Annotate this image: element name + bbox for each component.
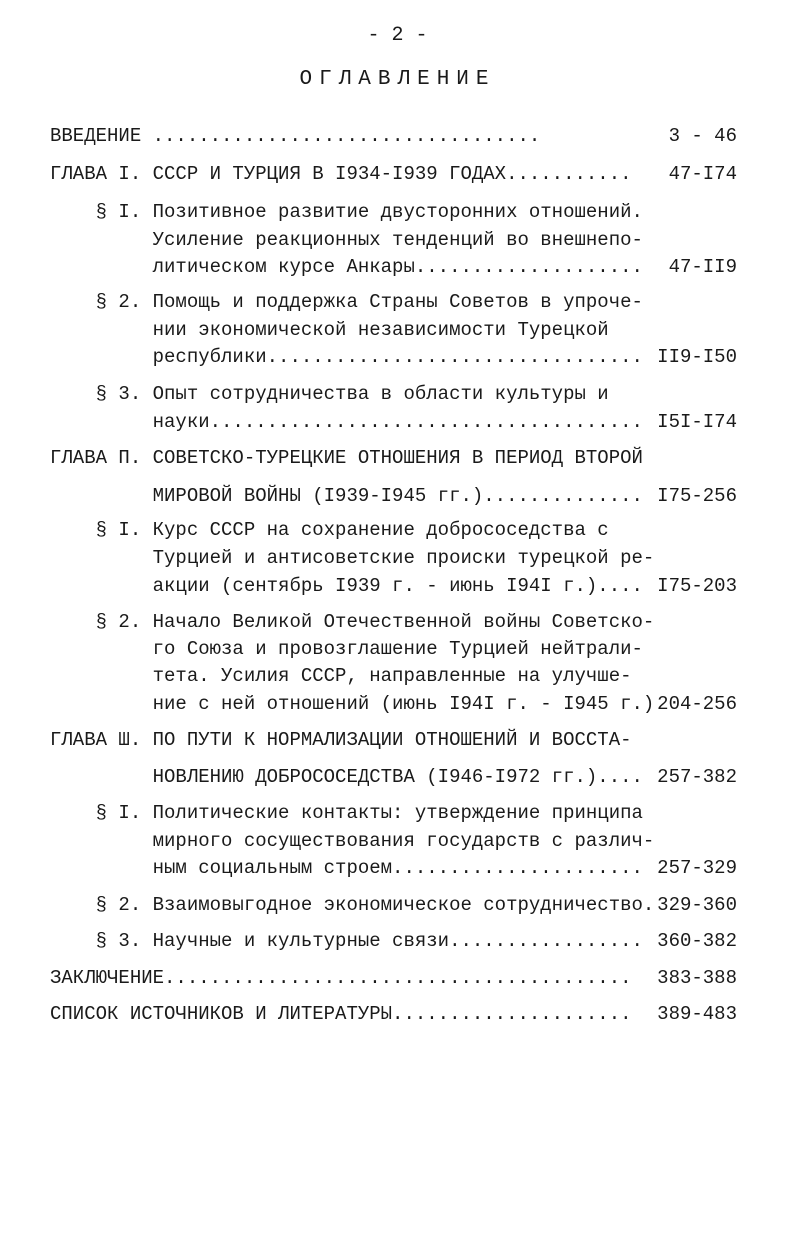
toc-line: республики................................. (50, 346, 643, 368)
toc-line: Турцией и антисоветские происки турецкой ре- (50, 547, 655, 569)
toc-line: § I. Позитивное развитие двусторонних отношений. (50, 201, 643, 223)
toc-line: ЗАКЛЮЧЕНИЕ......................................... (50, 967, 632, 989)
toc-page-ref: 383-388 (657, 967, 737, 989)
toc-line: тета. Усилия СССР, направленные на улучше- (50, 665, 632, 687)
toc-page-ref: 257-382 (657, 766, 737, 788)
toc-page-ref: I75-256 (657, 485, 737, 507)
toc-line: ГЛАВА I. СССР И ТУРЦИЯ В I934-I939 ГОДАХ........... (50, 163, 632, 185)
toc-page-ref: 3 - 46 (668, 125, 737, 147)
toc-line: мирного сосуществования государств с различ- (50, 830, 655, 852)
toc-line: § I. Курс СССР на сохранение добрососедства с (50, 519, 609, 541)
toc-line: § 3. Научные и культурные связи................. (50, 930, 643, 952)
toc-page-ref: 47-II9 (668, 256, 737, 278)
toc-page-ref: 389-483 (657, 1003, 737, 1025)
toc-page-ref: I5I-I74 (657, 411, 737, 433)
toc-page-ref: 329-360 (657, 894, 737, 916)
toc-line: § I. Политические контакты: утверждение принципа (50, 802, 643, 824)
toc-line: НОВЛЕНИЮ ДОБРОСОСЕДСТВА (I946-I972 гг.).... (50, 766, 643, 788)
toc-line: Усиление реакционных тенденций во внешнепо- (50, 229, 643, 251)
toc-line: МИРОВОЙ ВОЙНЫ (I939-I945 гг.).............. (50, 485, 643, 507)
toc-page-ref: 360-382 (657, 930, 737, 952)
page-title: ОГЛАВЛЕНИЕ (299, 68, 496, 91)
toc-page-ref: 47-I74 (668, 163, 737, 185)
toc-page-ref: 257-329 (657, 857, 737, 879)
toc-line: акции (сентябрь I939 г. - июнь I94I г.).... (50, 575, 643, 597)
toc-line: литическом курсе Анкары.................... (50, 256, 643, 278)
toc-line: СПИСОК ИСТОЧНИКОВ И ЛИТЕРАТУРЫ..................... (50, 1003, 632, 1025)
toc-line: § 2. Помощь и поддержка Страны Советов в упроче- (50, 291, 643, 313)
toc-line: ГЛАВА Ш. ПО ПУТИ К НОРМАЛИЗАЦИИ ОТНОШЕНИЙ И ВОССТА- (50, 729, 632, 751)
toc-line: § 3. Опыт сотрудничества в области культуры и (50, 383, 609, 405)
toc-line: ГЛАВА П. СОВЕТСКО-ТУРЕЦКИЕ ОТНОШЕНИЯ В ПЕРИОД ВТОРОЙ (50, 447, 643, 469)
toc-line: § 2. Взаимовыгодное экономическое сотрудничество. (50, 894, 655, 916)
toc-line: науки...................................... (50, 411, 643, 433)
toc-line: ным социальным строем...................... (50, 857, 643, 879)
toc-line: § 2. Начало Великой Отечественной войны Советско- (50, 611, 655, 633)
toc-page-ref: 204-256 (657, 693, 737, 715)
toc-line: нии экономической независимости Турецкой (50, 319, 609, 341)
toc-line: го Союза и провозглашение Турцией нейтрали- (50, 638, 643, 660)
toc-page-ref: II9-I50 (657, 346, 737, 368)
toc-line: ВВЕДЕНИЕ .................................. (50, 125, 541, 147)
toc-line: ние с ней отношений (июнь I94I г. - I945 г.) (50, 693, 655, 715)
toc-page-ref: I75-203 (657, 575, 737, 597)
page-number: - 2 - (367, 24, 428, 47)
